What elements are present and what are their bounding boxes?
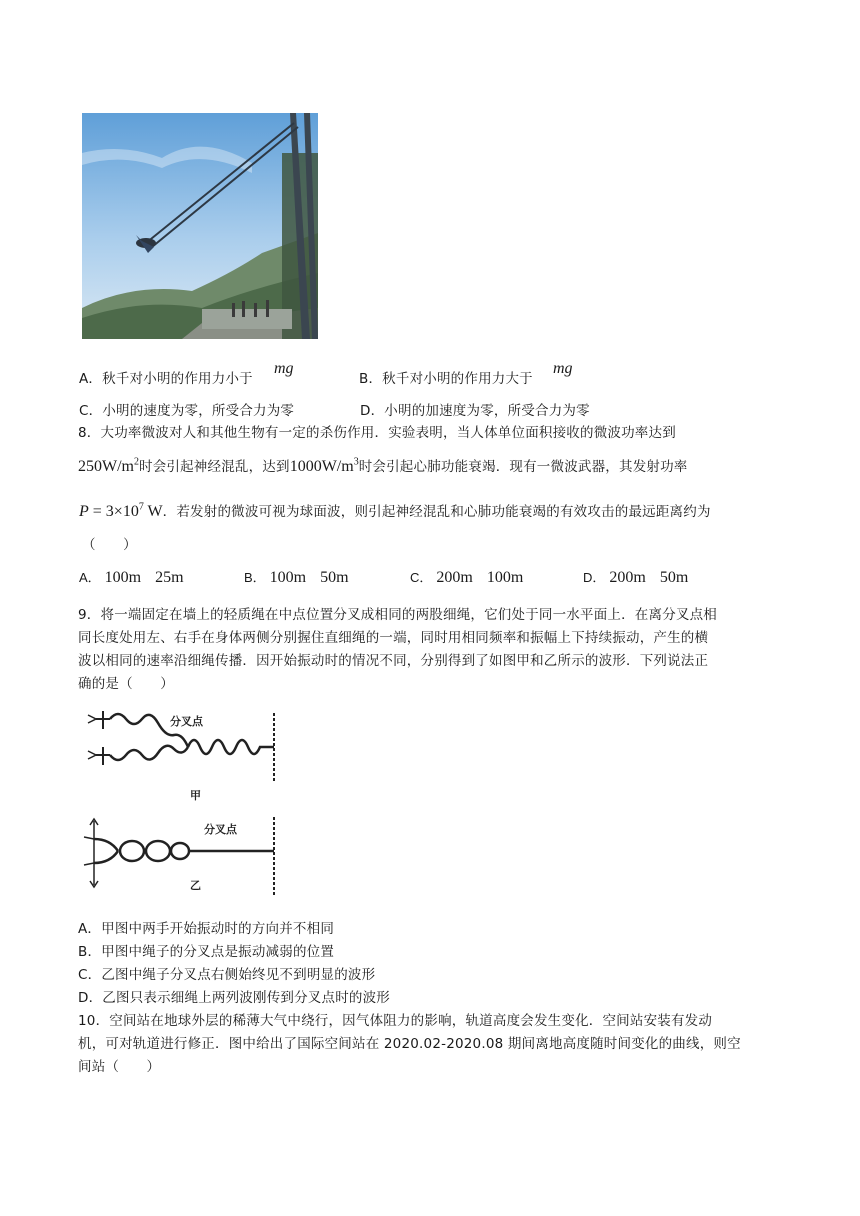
figure-yi bbox=[80, 815, 280, 897]
q8-option-a[interactable] bbox=[79, 567, 184, 587]
q9-option-d[interactable]: D．乙图只表示细绳上两列波刚传到分叉点时的波形 bbox=[78, 990, 390, 1006]
swing-photo bbox=[82, 113, 318, 339]
option-value: 50m bbox=[659, 569, 689, 586]
q8-power-formula: $P = 3\times 10^7$ W bbox=[79, 501, 163, 520]
q8-value-1000: $1000W/m^3$ bbox=[289, 456, 359, 475]
fork-point-label: 分叉点 bbox=[204, 823, 237, 836]
option-label: A． bbox=[79, 371, 103, 387]
q9-stem-line3: 波以相同的速率沿细绳传播．因开始振动时的情况不同，分别得到了如图甲和乙所示的波形．下列说法正 bbox=[78, 653, 709, 669]
q9-option-c[interactable]: C．乙图中绳子分叉点右侧始终见不到明显的波形 bbox=[78, 967, 376, 983]
option-label: C． bbox=[410, 570, 433, 585]
figure-jia bbox=[86, 705, 286, 815]
figure-caption: 乙 bbox=[190, 879, 201, 892]
q8-value-250: $250W/m^2$ bbox=[78, 456, 139, 475]
q7-option-c[interactable]: C．小明的速度为零，所受合力为零 bbox=[79, 403, 295, 419]
figure-caption: 甲 bbox=[190, 789, 201, 802]
option-text: 秋千对小明的作用力大于 bbox=[382, 371, 533, 387]
q9-stem-line4: 确的是（ ） bbox=[78, 676, 174, 692]
q7-option-a[interactable] bbox=[79, 367, 253, 387]
q7-option-d[interactable]: D．小明的加速度为零，所受合力为零 bbox=[360, 403, 590, 419]
q10-stem-line1: 10．空间站在地球外层的稀薄大气中绕行，因气体阻力的影响，轨道高度会发生变化．空间站安装有发动 bbox=[78, 1013, 713, 1029]
q8-stem-line3 bbox=[79, 500, 711, 521]
option-value: 25m bbox=[155, 569, 184, 586]
q8-option-d[interactable] bbox=[583, 567, 688, 587]
option-label: B． bbox=[244, 570, 266, 585]
q8-stem-line2 bbox=[78, 455, 688, 476]
q8-text: ．若发射的微波可视为球面波，则引起神经混乱和心肺功能衰竭的有效攻击的最远距离约为 bbox=[162, 504, 711, 520]
q9-option-a[interactable]: A．甲图中两手开始振动时的方向并不相同 bbox=[78, 921, 335, 937]
option-value: 200m bbox=[609, 569, 646, 586]
q8-stem-line1: 8．大功率微波对人和其他生物有一定的杀伤作用．实验表明，当人体单位面积接收的微波功率达到 bbox=[78, 425, 676, 441]
q9-option-b[interactable]: B．甲图中绳子的分叉点是振动减弱的位置 bbox=[78, 944, 335, 960]
q7-option-b[interactable] bbox=[359, 367, 533, 387]
q8-answer-blank: （ ） bbox=[82, 537, 137, 553]
q9-stem-line1: 9．将一端固定在墙上的轻质绳在中点位置分叉成相同的两股细绳，它们处于同一水平面上．在离分叉点相 bbox=[78, 607, 717, 623]
q8-text: 时会引起心肺功能衰竭．现有一微波武器，其发射功率 bbox=[358, 459, 688, 475]
option-value: 200m bbox=[436, 569, 473, 586]
option-label: B． bbox=[359, 371, 383, 387]
q7-option-a-mg: mg bbox=[274, 360, 294, 377]
q7-option-b-mg: mg bbox=[553, 360, 573, 377]
q10-stem-line2: 机，可对轨道进行修正．图中给出了国际空间站在 2020.02-2020.08 期间离地高度随时间变化的曲线，则空 bbox=[78, 1036, 741, 1052]
option-text: 秋千对小明的作用力小于 bbox=[102, 371, 253, 387]
option-value: 100m bbox=[486, 569, 524, 586]
q9-stem-line2: 同长度处用左、右手在身体两侧分别握住直细绳的一端，同时用相同频率和振幅上下持续振动，产生的横 bbox=[78, 630, 709, 646]
q8-text: 时会引起神经混乱，达到 bbox=[139, 459, 290, 475]
option-label: D． bbox=[583, 570, 606, 585]
q8-option-c[interactable] bbox=[410, 567, 523, 587]
fork-point-label: 分叉点 bbox=[170, 715, 203, 728]
option-label: A． bbox=[79, 570, 101, 585]
q8-option-b[interactable] bbox=[244, 567, 349, 587]
q10-stem-line3: 间站（ ） bbox=[78, 1059, 161, 1075]
option-value: 100m bbox=[104, 569, 142, 586]
option-value: 100m bbox=[269, 569, 307, 586]
option-value: 50m bbox=[320, 569, 349, 586]
